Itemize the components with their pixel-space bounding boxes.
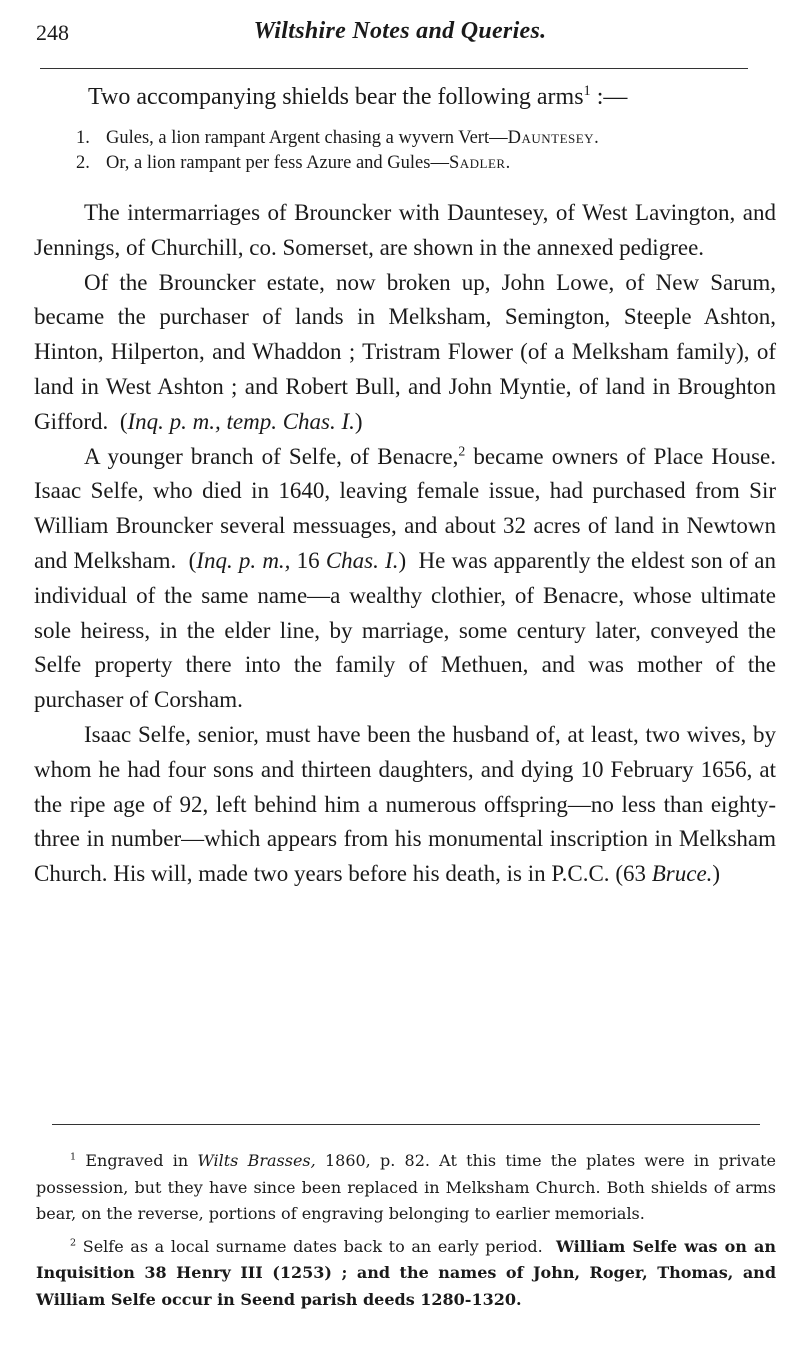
- citation-close: ): [398, 547, 407, 573]
- arms-item-number: 1.: [76, 128, 90, 148]
- footnote-ref-1: 1: [583, 83, 591, 99]
- footnote-ref-2: 2: [458, 442, 466, 458]
- header-rule: [40, 68, 748, 69]
- footnote-2: [36, 1234, 776, 1314]
- citation-reign: Chas. I.: [325, 547, 399, 573]
- footnote-1: [36, 1148, 776, 1228]
- citation-inq: Inq. p. m., temp. Chas. I.: [127, 408, 355, 434]
- footnote-1-source: Wilts Brasses,: [197, 1151, 316, 1170]
- arms-intro-text: Two accompanying shields bear the following arms: [88, 84, 584, 110]
- citation-open: (63: [615, 861, 646, 887]
- citation-bruce: Bruce.: [651, 861, 713, 887]
- paragraph-1: The intermarriages of Brouncker with Dauntesey, of West Lavington, and Jennings, of Churchill, co. Somerset, are shown in the annexed pedigree.: [34, 200, 776, 260]
- footnote-2-text-b: William Selfe was on an Inquisition 38 Henry III (1253) ; and the names of John, Roger, Thomas, and William Selfe occur in Seend parish deeds 1280-1320.: [36, 1236, 777, 1309]
- paragraph-2: [34, 266, 776, 440]
- arms-item-number: 2.: [76, 153, 90, 173]
- footnote-rule: [52, 1124, 760, 1125]
- paragraph-2-text: Of the Brouncker estate, now broken up, John Lowe, of New Sarum, became the purchaser of lands in Melksham, Semington, Steeple Ashton, Hinton, Hilperton, and Whaddon ; Tristram Flower (of a Melksham family), of land in West Ashton ; and Robert Bull, and John Myntie, of land in Broughton Gifford.: [34, 269, 776, 434]
- arms-intro: [88, 84, 627, 111]
- arms-blazon: Gules, a lion rampant Argent chasing a wyvern Vert—: [106, 128, 508, 148]
- arms-family-name: Sadler.: [448, 153, 511, 173]
- footnote-1-text-a: Engraved in: [85, 1151, 189, 1170]
- arms-list: [76, 126, 599, 176]
- arms-intro-tail: :—: [590, 84, 628, 110]
- paragraph-3-text-b: became owners of Place House. Isaac Selfe, who died in 1640, leaving female issue, had purchased from Sir William Brouncker several messuages, and about 32 acres of land in Newtown and Melksham.: [34, 443, 777, 573]
- citation-inq: Inq. p. m.,: [196, 547, 291, 573]
- citation-open: (: [119, 408, 128, 434]
- citation-year: 16: [296, 547, 320, 573]
- footnote-marker: 1: [70, 1151, 77, 1163]
- footnote-1-text-b: 1860, p. 82. At this time the plates were in private possession, but they have since been replaced in Melksham Church. Both shields of arms bear, on the reverse, portions of engraving belonging to earlier memorials.: [36, 1151, 776, 1223]
- citation-close: ): [712, 861, 721, 887]
- arms-family-name: Dauntesey.: [507, 128, 600, 148]
- paragraph-3-text-a: A younger branch of Selfe, of Benacre,: [84, 443, 459, 469]
- footnote-marker: 2: [70, 1237, 77, 1249]
- page-number: 248: [36, 20, 69, 45]
- arms-item: [76, 126, 599, 151]
- paragraph-4-text: Isaac Selfe, senior, must have been the husband of, at least, two wives, by whom he had four sons and thirteen daughters, and dying 10 February 1656, at the ripe age of 92, left behind him a numerous offspring—no less than eighty-three in number—which appears from his monumental inscription in Melksham Church. His will, made two years before his death, is in P.C.C.: [34, 721, 776, 887]
- footnote-2-text-a: Selfe as a local surname dates back to an early period.: [82, 1236, 543, 1256]
- citation-open: (: [188, 547, 197, 573]
- paragraph-4: [34, 718, 776, 892]
- paragraph-3-text-c: He was apparently the eldest son of an individual of the same name—a wealthy clothier, of Benacre, whose ultimate sole heiress, in the elder line, by marriage, some century later, conveyed the Selfe property there into the family of Methuen, and was mother of the purchaser of Corsham.: [34, 547, 777, 713]
- citation-close: ): [354, 408, 363, 434]
- footnotes: [36, 1148, 776, 1313]
- running-header: [36, 18, 764, 54]
- arms-item: [76, 151, 599, 176]
- body-text: [34, 196, 776, 892]
- paragraph-3: [34, 440, 776, 718]
- running-title: Wiltshire Notes and Queries.: [253, 18, 547, 44]
- arms-blazon: Or, a lion rampant per fess Azure and Gules—: [106, 153, 449, 173]
